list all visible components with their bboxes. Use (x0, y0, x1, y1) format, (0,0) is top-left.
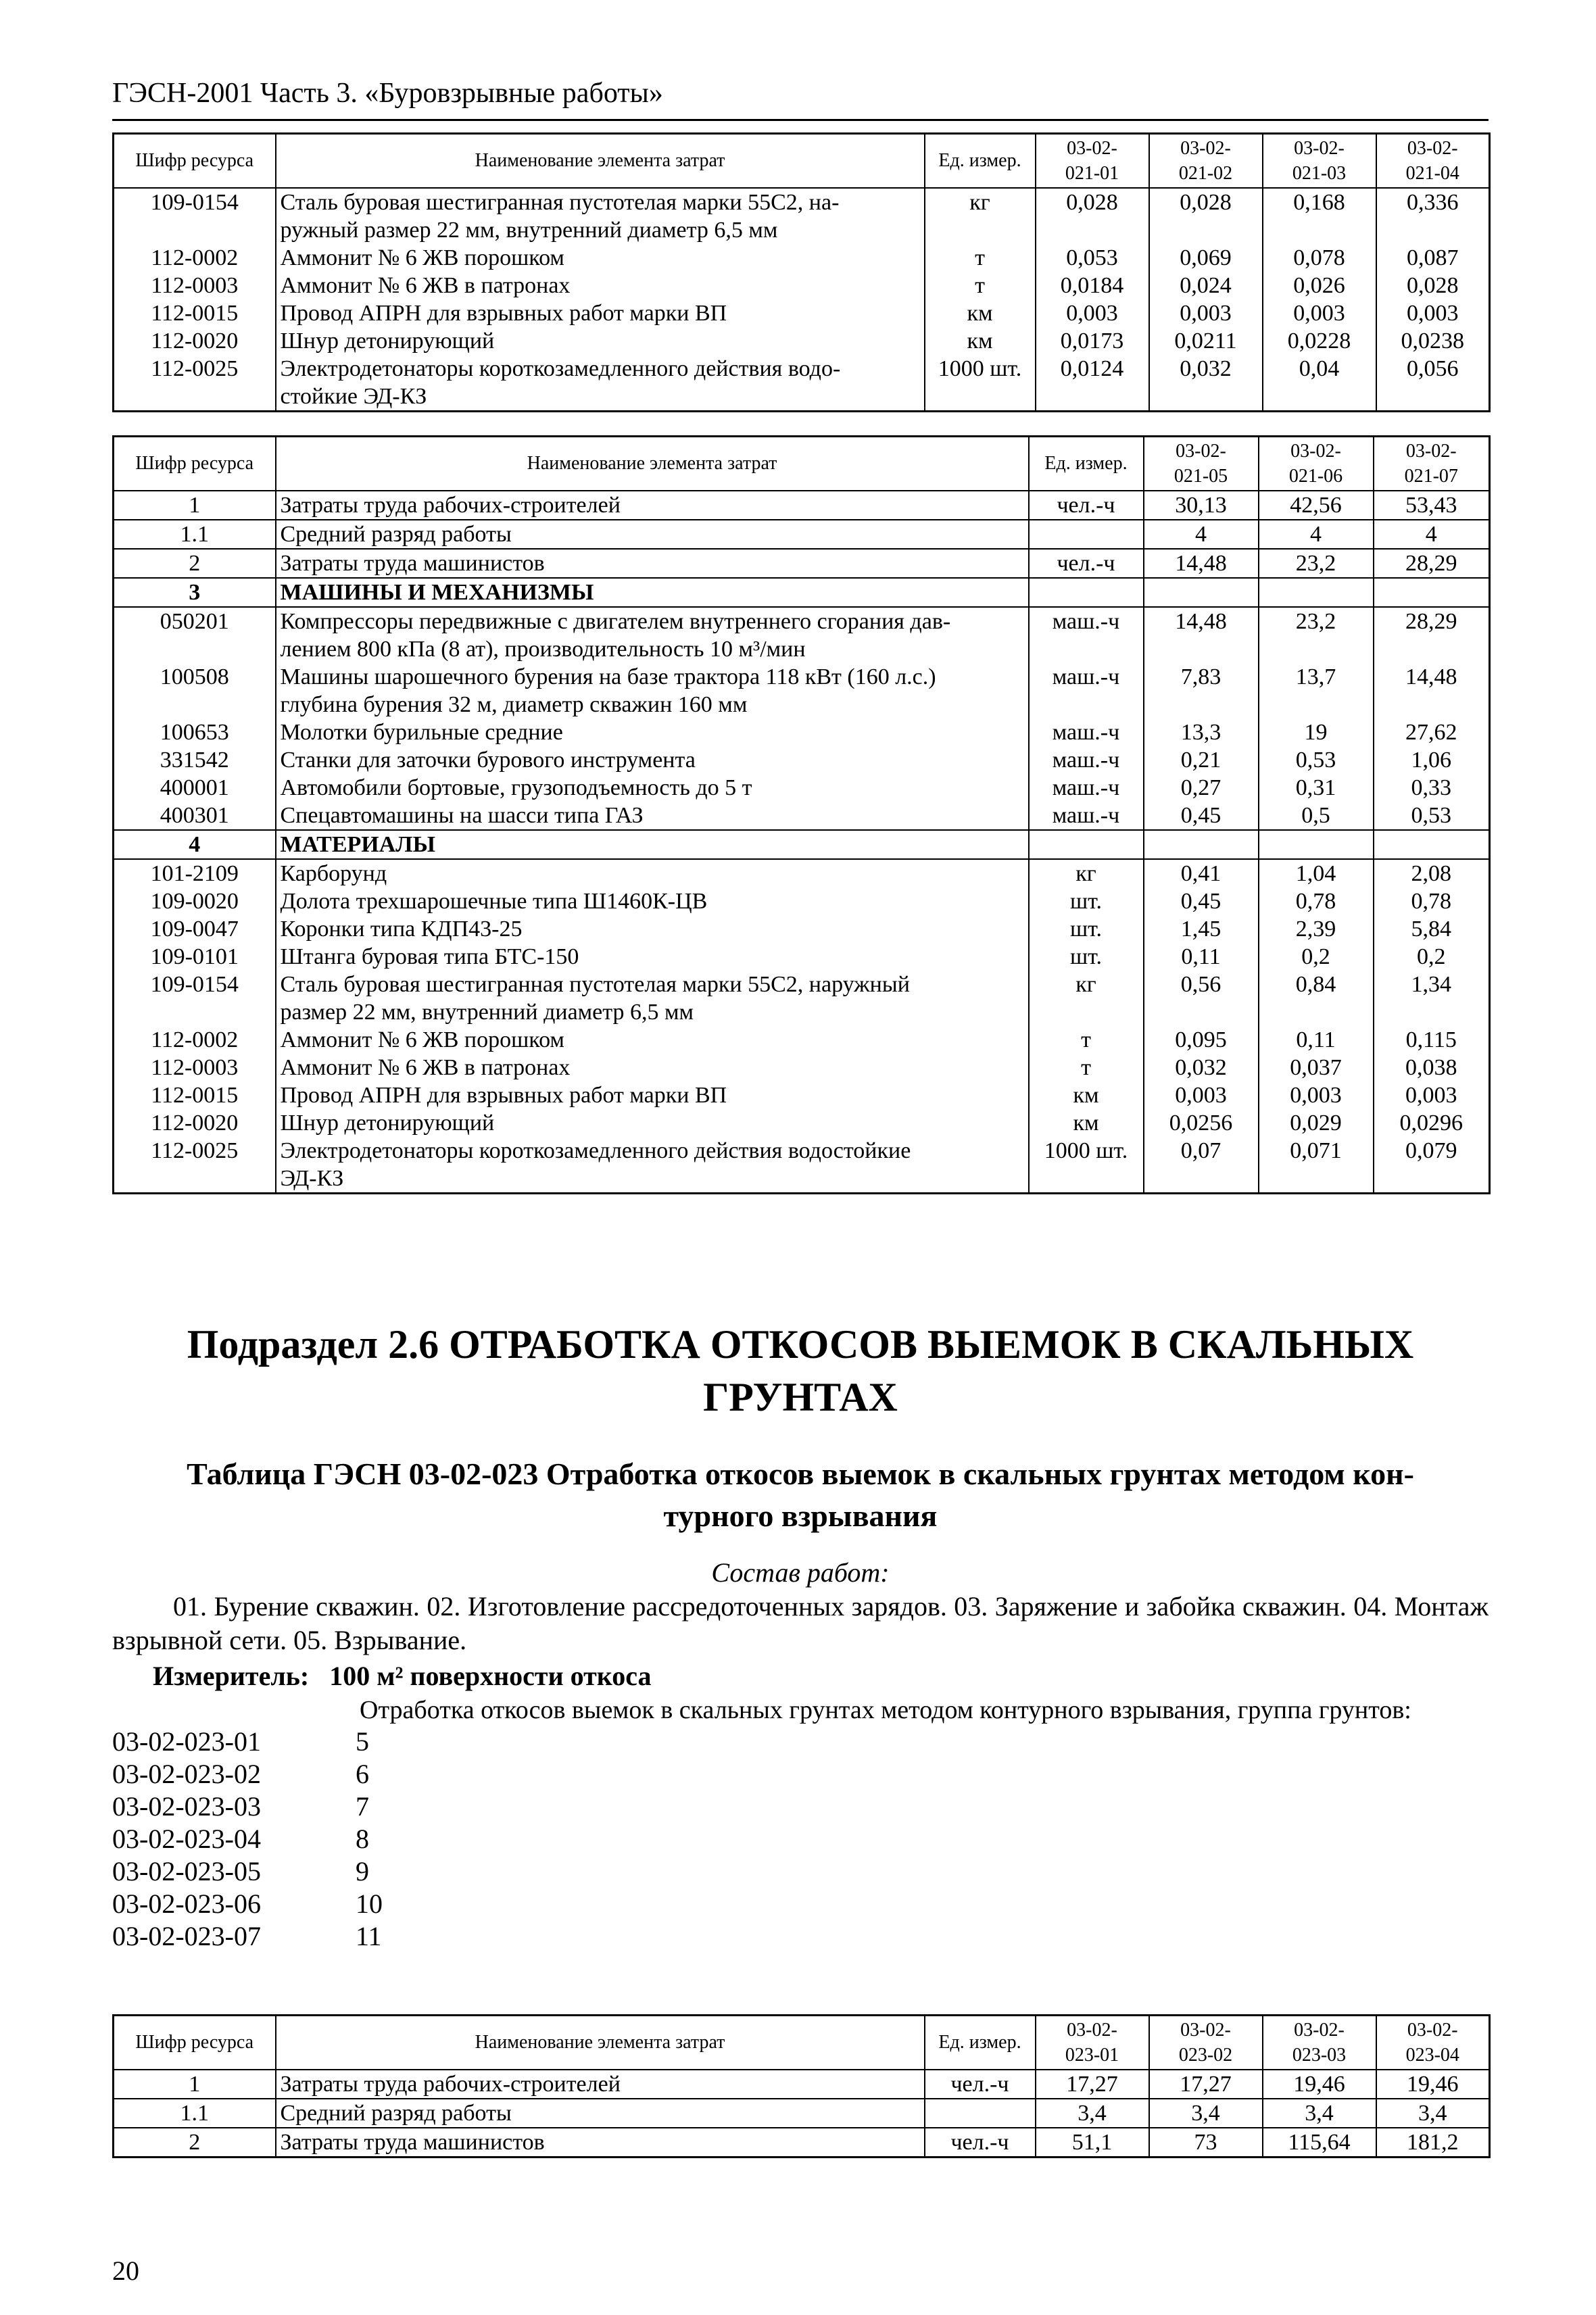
cell-value: 19,46 (1263, 2070, 1376, 2099)
table-row (114, 1026, 1490, 1054)
variant-code: 03-02-023-01 (112, 1726, 261, 1757)
cell-value: 181,2 (1376, 2128, 1490, 2158)
resource-table-023 (112, 2014, 1491, 2158)
variant-code: 03-02-023-05 (112, 1856, 261, 1886)
cell-value: 3,4 (1036, 2099, 1149, 2128)
col-header-variant: 03-02- 023-04 (1376, 2016, 1490, 2070)
cell-code: 112-0003 (114, 1054, 276, 1081)
col-header-code: Шифр ресурса (114, 2016, 276, 2070)
col-header-variant: 03-02- 021-01 (1036, 134, 1149, 188)
variant-code: 03-02-023-06 (112, 1888, 261, 1919)
cell-code: 400301 (114, 802, 276, 830)
cell-value: 0,0184 (1036, 272, 1149, 299)
composition-title: Состав работ: (711, 1557, 890, 1588)
table-row (114, 943, 1490, 971)
table-row (114, 188, 1490, 244)
cell-value: 0,336 (1376, 188, 1490, 244)
variant-group: 9 (356, 1856, 369, 1886)
cell-value: 2,08 (1374, 859, 1490, 887)
cell-value: 0,78 (1259, 887, 1374, 915)
cell-value: 0,069 (1149, 244, 1263, 272)
table-row (114, 272, 1490, 299)
cell-code: 2 (114, 2128, 276, 2158)
cell-value: 0,11 (1259, 1026, 1374, 1054)
cell-value: 0,026 (1263, 272, 1376, 299)
cell-name: Компрессоры передвижные с двигателем внутреннего сгорания дав- лением 800 кПа (8 ат), производительность 10 м³/мин (276, 607, 1029, 663)
cell-value: 0,071 (1259, 1137, 1374, 1194)
cell-value: 0,003 (1374, 1081, 1490, 1109)
table-row (114, 1109, 1490, 1137)
cell-unit: т (1029, 1026, 1144, 1054)
cell-value: 0,003 (1036, 299, 1149, 327)
variant-row (112, 1855, 383, 1888)
cell-value: 4 (1374, 520, 1490, 549)
cell-code: 2 (114, 549, 276, 578)
cell-value: 0,33 (1374, 774, 1490, 802)
cell-unit: кг (925, 188, 1036, 244)
variant-group: 5 (356, 1726, 369, 1757)
cell-unit: маш.-ч (1029, 802, 1144, 830)
cell-name: Аммонит № 6 ЖВ в патронах (276, 272, 925, 299)
cell-value: 0,056 (1376, 355, 1490, 412)
cell-unit: кг (1029, 971, 1144, 1026)
cell-unit: маш.-ч (1029, 718, 1144, 746)
cell-value: 0,11 (1144, 943, 1259, 971)
cell-value: 4 (1259, 520, 1374, 549)
cell-unit: т (925, 272, 1036, 299)
variant-list (112, 1726, 383, 1953)
variant-row (112, 1920, 383, 1953)
cell-code: 1.1 (114, 2099, 276, 2128)
table-row (114, 355, 1490, 412)
cell-value: 0,53 (1374, 802, 1490, 830)
cell-value: 0,27 (1144, 774, 1259, 802)
cell-value: 1,06 (1374, 746, 1490, 774)
cell-value: 0,028 (1149, 188, 1263, 244)
cell-code: 331542 (114, 746, 276, 774)
cell-unit: км (925, 327, 1036, 355)
cell-value: 0,07 (1144, 1137, 1259, 1194)
table-row (114, 327, 1490, 355)
cell-code: 109-0101 (114, 943, 276, 971)
col-header-code: Шифр ресурса (114, 437, 276, 491)
cell-value: 17,27 (1036, 2070, 1149, 2099)
cell-value: 19 (1259, 718, 1374, 746)
cell-name: Долота трехшарошечные типа Ш1460К-ЦВ (276, 887, 1029, 915)
col-header-unit: Ед. измер. (925, 2016, 1036, 2070)
cell-unit: км (925, 299, 1036, 327)
cell-unit: т (1029, 1054, 1144, 1081)
cell-value: 53,43 (1374, 491, 1490, 520)
cell-value: 0,0211 (1149, 327, 1263, 355)
cell-value: 0,037 (1259, 1054, 1374, 1081)
cell-unit: маш.-ч (1029, 774, 1144, 802)
table-row (114, 491, 1490, 520)
cell-code: 109-0047 (114, 915, 276, 943)
table-row (114, 1137, 1490, 1194)
table-row (114, 915, 1490, 943)
cell-value: 0,0124 (1036, 355, 1149, 412)
table-row (114, 1054, 1490, 1081)
cell-unit (1029, 830, 1144, 859)
cell-value: 51,1 (1036, 2128, 1149, 2158)
cell-value: 1,34 (1374, 971, 1490, 1026)
cell-code: 1 (114, 491, 276, 520)
table-row (114, 718, 1490, 746)
table-row (114, 2128, 1490, 2158)
cell-value (1259, 830, 1374, 859)
cell-unit: чел.-ч (925, 2070, 1036, 2099)
table-row (114, 971, 1490, 1026)
cell-name: МАТЕРИАЛЫ (276, 830, 1029, 859)
cell-unit: маш.-ч (1029, 746, 1144, 774)
cell-value: 14,48 (1144, 607, 1259, 663)
cell-code: 112-0020 (114, 1109, 276, 1137)
cell-value: 1,04 (1259, 859, 1374, 887)
cell-value: 13,7 (1259, 663, 1374, 718)
cell-value: 0,0228 (1263, 327, 1376, 355)
variant-row (112, 1823, 383, 1855)
cell-unit (1029, 520, 1144, 549)
cell-code: 100653 (114, 718, 276, 746)
cell-code: 050201 (114, 607, 276, 663)
cell-value: 7,83 (1144, 663, 1259, 718)
cell-value (1374, 830, 1490, 859)
col-header-variant: 03-02- 023-02 (1149, 2016, 1263, 2070)
page-header: ГЭСН-2001 Часть 3. «Буровзрывные работы» (112, 76, 1489, 121)
cell-value: 0,032 (1149, 355, 1263, 412)
cell-unit: чел.-ч (925, 2128, 1036, 2158)
cell-name: Штанга буровая типа БТС-150 (276, 943, 1029, 971)
cell-value: 0,028 (1036, 188, 1149, 244)
section-title: Подраздел 2.6 ОТРАБОТКА ОТКОСОВ ВЫЕМОК В СКАЛЬНЫХ ГРУНТАХ (187, 1322, 1414, 1419)
cell-value: 0,078 (1263, 244, 1376, 272)
cell-value: 23,2 (1259, 607, 1374, 663)
cell-value: 14,48 (1374, 663, 1490, 718)
variant-code: 03-02-023-03 (112, 1791, 261, 1822)
col-header-name: Наименование элемента затрат (276, 2016, 925, 2070)
table-row (114, 859, 1490, 887)
table-row (114, 2070, 1490, 2099)
col-header-unit: Ед. измер. (1029, 437, 1144, 491)
variant-group: 8 (356, 1824, 369, 1854)
cell-name: Аммонит № 6 ЖВ в патронах (276, 1054, 1029, 1081)
cell-name: Провод АПРН для взрывных работ марки ВП (276, 1081, 1029, 1109)
cell-value: 0,003 (1144, 1081, 1259, 1109)
cell-value: 0,5 (1259, 802, 1374, 830)
cell-unit: км (1029, 1109, 1144, 1137)
cell-name: Сталь буровая шестигранная пустотелая марки 55С2, на- ружный размер 22 мм, внутренний диаметр 6,5 мм (276, 188, 925, 244)
cell-name: Средний разряд работы (276, 2099, 925, 2128)
cell-code: 101-2109 (114, 859, 276, 887)
cell-name: Затраты труда машинистов (276, 2128, 925, 2158)
cell-value: 0,079 (1374, 1137, 1490, 1194)
variant-code: 03-02-023-07 (112, 1921, 261, 1951)
cell-name: Провод АПРН для взрывных работ марки ВП (276, 299, 925, 327)
cell-value: 0,78 (1374, 887, 1490, 915)
cell-name: Шнур детонирующий (276, 1109, 1029, 1137)
cell-name: Аммонит № 6 ЖВ порошком (276, 1026, 1029, 1054)
resource-table-021-01-04 (112, 132, 1491, 412)
cell-value (1374, 578, 1490, 607)
cell-name: Шнур детонирующий (276, 327, 925, 355)
cell-name: Карборунд (276, 859, 1029, 887)
cell-name: Затраты труда рабочих-строителей (276, 491, 1029, 520)
cell-code: 112-0015 (114, 1081, 276, 1109)
measure-line (153, 1659, 652, 1693)
cell-name: Аммонит № 6 ЖВ порошком (276, 244, 925, 272)
measure-label: Измеритель: (153, 1661, 310, 1691)
cell-value: 0,2 (1374, 943, 1490, 971)
cell-name: Коронки типа КДП43-25 (276, 915, 1029, 943)
resource-table-021-05-07 (112, 435, 1491, 1194)
cell-value: 73 (1149, 2128, 1263, 2158)
cell-name: Средний разряд работы (276, 520, 1029, 549)
cell-name: Электродетонаторы короткозамедленного действия водостойкие ЭД-КЗ (276, 1137, 1029, 1194)
col-header-variant: 03-02- 021-02 (1149, 134, 1263, 188)
table-row (114, 746, 1490, 774)
col-header-name: Наименование элемента затрат (276, 437, 1029, 491)
cell-value: 28,29 (1374, 607, 1490, 663)
col-header-variant: 03-02- 021-07 (1374, 437, 1490, 491)
cell-name: Спецавтомашины на шасси типа ГАЗ (276, 802, 1029, 830)
cell-value (1144, 830, 1259, 859)
cell-name: Машины шарошечного бурения на базе трактора 118 кВт (160 л.с.) глубина бурения 32 м, диаметр скважин 160 мм (276, 663, 1029, 718)
cell-value: 0,003 (1149, 299, 1263, 327)
cell-unit: кг (1029, 859, 1144, 887)
cell-unit: маш.-ч (1029, 607, 1144, 663)
cell-value: 0,0296 (1374, 1109, 1490, 1137)
col-header-variant: 03-02- 023-01 (1036, 2016, 1149, 2070)
variant-group: 6 (356, 1759, 369, 1789)
cell-code: 112-0015 (114, 299, 276, 327)
table-row (114, 887, 1490, 915)
measure-value: 100 м² поверхности откоса (329, 1661, 652, 1691)
cell-code: 1 (114, 2070, 276, 2099)
table-row (114, 607, 1490, 663)
cell-value: 0,84 (1259, 971, 1374, 1026)
cell-value: 0,029 (1259, 1109, 1374, 1137)
cell-value: 0,0256 (1144, 1109, 1259, 1137)
cell-value: 0,095 (1144, 1026, 1259, 1054)
cell-unit: шт. (1029, 943, 1144, 971)
cell-name: Молотки бурильные средние (276, 718, 1029, 746)
page-number: 20 (112, 2256, 139, 2286)
variant-code: 03-02-023-04 (112, 1824, 261, 1854)
cell-value: 0,053 (1036, 244, 1149, 272)
cell-code: 112-0003 (114, 272, 276, 299)
cell-value: 0,038 (1374, 1054, 1490, 1081)
cell-value: 1,45 (1144, 915, 1259, 943)
cell-value: 3,4 (1149, 2099, 1263, 2128)
cell-code: 1.1 (114, 520, 276, 549)
cell-name: Затраты труда машинистов (276, 549, 1029, 578)
table-row (114, 578, 1490, 607)
composition-text: 01. Бурение скважин. 02. Изготовление рассредоточенных зарядов. 03. Заряжение и забойка скважин. 04. Монтаж взрывной сети. 05. Взрывание. (112, 1591, 1489, 1655)
cell-code: 4 (114, 830, 276, 859)
col-header-variant: 03-02- 021-05 (1144, 437, 1259, 491)
col-header-variant: 03-02- 023-03 (1263, 2016, 1376, 2070)
cell-value: 0,0173 (1036, 327, 1149, 355)
cell-unit: чел.-ч (1029, 549, 1144, 578)
table-row (114, 774, 1490, 802)
cell-value: 23,2 (1259, 549, 1374, 578)
cell-code: 109-0020 (114, 887, 276, 915)
table-row (114, 1081, 1490, 1109)
cell-value: 0,21 (1144, 746, 1259, 774)
cell-name: Электродетонаторы короткозамедленного действия водо- стойкие ЭД-КЗ (276, 355, 925, 412)
col-header-variant: 03-02- 021-03 (1263, 134, 1376, 188)
cell-value: 4 (1144, 520, 1259, 549)
cell-name: Сталь буровая шестигранная пустотелая марки 55С2, наружный размер 22 мм, внутренний диаметр 6,5 мм (276, 971, 1029, 1026)
table-row (114, 299, 1490, 327)
cell-code: 100508 (114, 663, 276, 718)
cell-value: 42,56 (1259, 491, 1374, 520)
cell-code: 112-0025 (114, 355, 276, 412)
cell-value: 0,032 (1144, 1054, 1259, 1081)
table-row (114, 2099, 1490, 2128)
table-row (114, 830, 1490, 859)
col-header-code: Шифр ресурса (114, 134, 276, 188)
variant-group: 7 (356, 1791, 369, 1822)
cell-unit: 1000 шт. (925, 355, 1036, 412)
col-header-name: Наименование элемента затрат (276, 134, 925, 188)
cell-value: 17,27 (1149, 2070, 1263, 2099)
cell-value: 0,168 (1263, 188, 1376, 244)
cell-value: 0,2 (1259, 943, 1374, 971)
cell-value: 0,45 (1144, 802, 1259, 830)
cell-value: 19,46 (1376, 2070, 1490, 2099)
cell-value: 2,39 (1259, 915, 1374, 943)
cell-value: 13,3 (1144, 718, 1259, 746)
cell-value: 14,48 (1144, 549, 1259, 578)
cell-value: 0,04 (1263, 355, 1376, 412)
table-row (114, 802, 1490, 830)
cell-code: 109-0154 (114, 188, 276, 244)
cell-unit: чел.-ч (1029, 491, 1144, 520)
variant-heading: Отработка откосов выемок в скальных грунтах методом контурного взрывания, группа грунтов: (360, 1696, 1411, 1724)
table-row (114, 663, 1490, 718)
cell-value: 27,62 (1374, 718, 1490, 746)
col-header-unit: Ед. измер. (925, 134, 1036, 188)
cell-unit: т (925, 244, 1036, 272)
cell-value: 0,56 (1144, 971, 1259, 1026)
cell-value: 0,028 (1376, 272, 1490, 299)
cell-value: 0,003 (1376, 299, 1490, 327)
cell-unit: шт. (1029, 915, 1144, 943)
table-title: Таблица ГЭСН 03-02-023 Отработка откосов выемок в скальных грунтах методом кон- турного взрывания (187, 1457, 1414, 1533)
cell-value: 0,0238 (1376, 327, 1490, 355)
cell-value: 0,003 (1263, 299, 1376, 327)
cell-value: 0,024 (1149, 272, 1263, 299)
cell-value: 0,31 (1259, 774, 1374, 802)
cell-value: 5,84 (1374, 915, 1490, 943)
cell-value: 0,087 (1376, 244, 1490, 272)
cell-value: 0,003 (1259, 1081, 1374, 1109)
cell-unit (1029, 578, 1144, 607)
variant-code: 03-02-023-02 (112, 1759, 261, 1789)
cell-value: 0,41 (1144, 859, 1259, 887)
variant-group: 10 (356, 1888, 383, 1919)
cell-code: 109-0154 (114, 971, 276, 1026)
cell-value (1144, 578, 1259, 607)
cell-unit: км (1029, 1081, 1144, 1109)
cell-unit: шт. (1029, 887, 1144, 915)
cell-value: 0,53 (1259, 746, 1374, 774)
cell-value (1259, 578, 1374, 607)
cell-value: 0,45 (1144, 887, 1259, 915)
variant-group: 11 (356, 1921, 382, 1951)
cell-code: 112-0002 (114, 244, 276, 272)
cell-code: 112-0002 (114, 1026, 276, 1054)
cell-value: 3,4 (1376, 2099, 1490, 2128)
cell-code: 112-0025 (114, 1137, 276, 1194)
cell-code: 112-0020 (114, 327, 276, 355)
table-row (114, 549, 1490, 578)
cell-code: 3 (114, 578, 276, 607)
cell-unit: маш.-ч (1029, 663, 1144, 718)
cell-unit: 1000 шт. (1029, 1137, 1144, 1194)
cell-code: 400001 (114, 774, 276, 802)
cell-value: 0,115 (1374, 1026, 1490, 1054)
cell-name: Затраты труда рабочих-строителей (276, 2070, 925, 2099)
cell-name: МАШИНЫ И МЕХАНИЗМЫ (276, 578, 1029, 607)
variant-row (112, 1726, 383, 1758)
col-header-variant: 03-02- 021-06 (1259, 437, 1374, 491)
variant-row (112, 1888, 383, 1920)
table-row (114, 244, 1490, 272)
col-header-variant: 03-02- 021-04 (1376, 134, 1490, 188)
cell-name: Автомобили бортовые, грузоподъемность до 5 т (276, 774, 1029, 802)
cell-value: 28,29 (1374, 549, 1490, 578)
cell-unit (925, 2099, 1036, 2128)
cell-value: 3,4 (1263, 2099, 1376, 2128)
cell-value: 30,13 (1144, 491, 1259, 520)
variant-row (112, 1758, 383, 1790)
cell-name: Станки для заточки бурового инструмента (276, 746, 1029, 774)
cell-value: 115,64 (1263, 2128, 1376, 2158)
variant-row (112, 1790, 383, 1823)
table-row (114, 520, 1490, 549)
